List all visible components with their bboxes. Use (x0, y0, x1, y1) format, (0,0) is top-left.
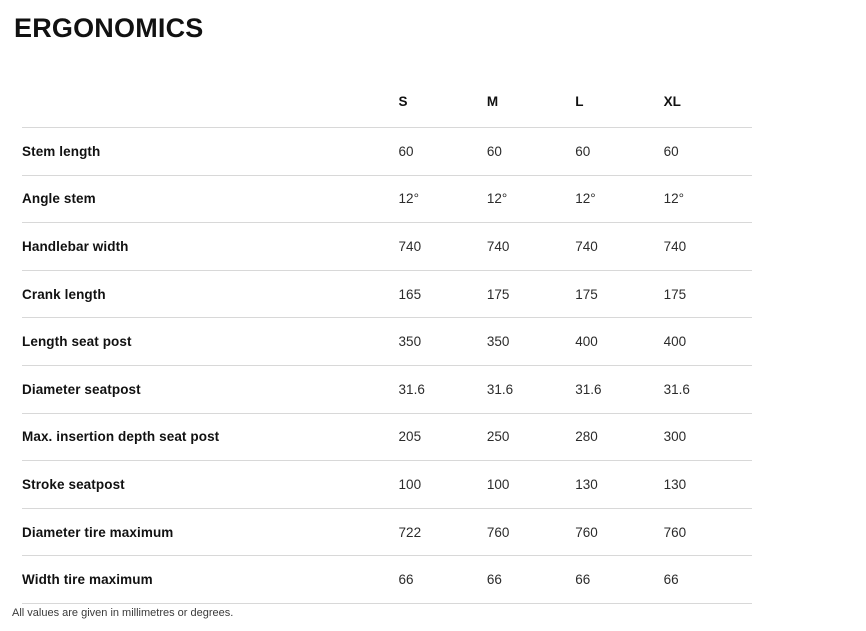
cell-xl: 740 (663, 238, 687, 254)
cell-m: 100 (486, 476, 510, 492)
table-row (22, 413, 752, 461)
cell-m: 66 (486, 572, 502, 588)
cell-l: 31.6 (575, 381, 602, 397)
cell-xl: 66 (663, 572, 679, 588)
table-header (22, 78, 752, 128)
cell-m: 760 (486, 524, 510, 540)
cell-xl: 400 (663, 334, 687, 350)
column-header-xl: XL (663, 94, 681, 109)
cell-s: 205 (398, 429, 422, 445)
cell-s: 60 (398, 143, 414, 159)
cell-m: 350 (486, 334, 510, 350)
cell-m: 250 (486, 429, 510, 445)
row-label: Max. insertion depth seat post (22, 429, 220, 445)
row-label: Length seat post (22, 334, 132, 350)
cell-xl: 175 (663, 286, 687, 302)
cell-s: 350 (398, 334, 422, 350)
column-header-m: M (486, 94, 499, 109)
cell-xl: 130 (663, 476, 687, 492)
cell-l: 175 (575, 286, 598, 302)
cell-s: 12° (398, 191, 419, 207)
cell-s: 740 (398, 238, 422, 254)
row-label: Handlebar width (22, 238, 129, 254)
table-body (22, 128, 752, 604)
cell-l: 12° (575, 191, 596, 207)
cell-xl: 300 (663, 429, 687, 445)
table-row (22, 365, 752, 413)
table-row (22, 461, 752, 509)
row-label: Stem length (22, 143, 101, 159)
cell-l: 60 (575, 143, 591, 159)
row-label: Width tire maximum (22, 572, 153, 588)
cell-l: 740 (575, 238, 598, 254)
column-header-l: L (575, 94, 584, 109)
cell-s: 165 (398, 286, 422, 302)
cell-l: 66 (575, 572, 591, 588)
table-row (22, 175, 752, 223)
row-label: Angle stem (22, 191, 96, 207)
row-label: Crank length (22, 286, 106, 302)
cell-xl: 31.6 (663, 381, 690, 397)
page-title: ERGONOMICS (14, 13, 204, 43)
table-row (22, 223, 752, 271)
table-row (22, 128, 752, 176)
cell-m: 60 (486, 143, 502, 159)
table-row (22, 318, 752, 366)
table-header-row (22, 78, 752, 128)
cell-m: 12° (486, 191, 508, 207)
cell-xl: 60 (663, 143, 679, 159)
column-header-s: S (398, 94, 408, 109)
cell-s: 722 (398, 524, 422, 540)
cell-m: 31.6 (486, 381, 514, 397)
footnote: All values are given in millimetres or degrees. (12, 607, 234, 619)
cell-l: 760 (575, 524, 598, 540)
cell-s: 100 (398, 476, 422, 492)
row-label: Diameter tire maximum (22, 524, 174, 540)
column-header-spec (22, 78, 399, 128)
cell-l: 400 (575, 334, 598, 350)
cell-l: 280 (575, 429, 598, 445)
table-row (22, 270, 752, 318)
cell-xl: 760 (663, 524, 687, 540)
cell-xl: 12° (663, 191, 685, 207)
cell-s: 31.6 (398, 381, 425, 397)
cell-m: 740 (486, 238, 510, 254)
cell-s: 66 (398, 572, 414, 588)
row-label: Diameter seatpost (22, 381, 141, 397)
cell-l: 130 (575, 476, 598, 492)
row-label: Stroke seatpost (22, 476, 125, 492)
ergonomics-spec-table (22, 78, 752, 604)
table-row (22, 508, 752, 556)
table-row (22, 556, 752, 604)
cell-m: 175 (486, 286, 510, 302)
